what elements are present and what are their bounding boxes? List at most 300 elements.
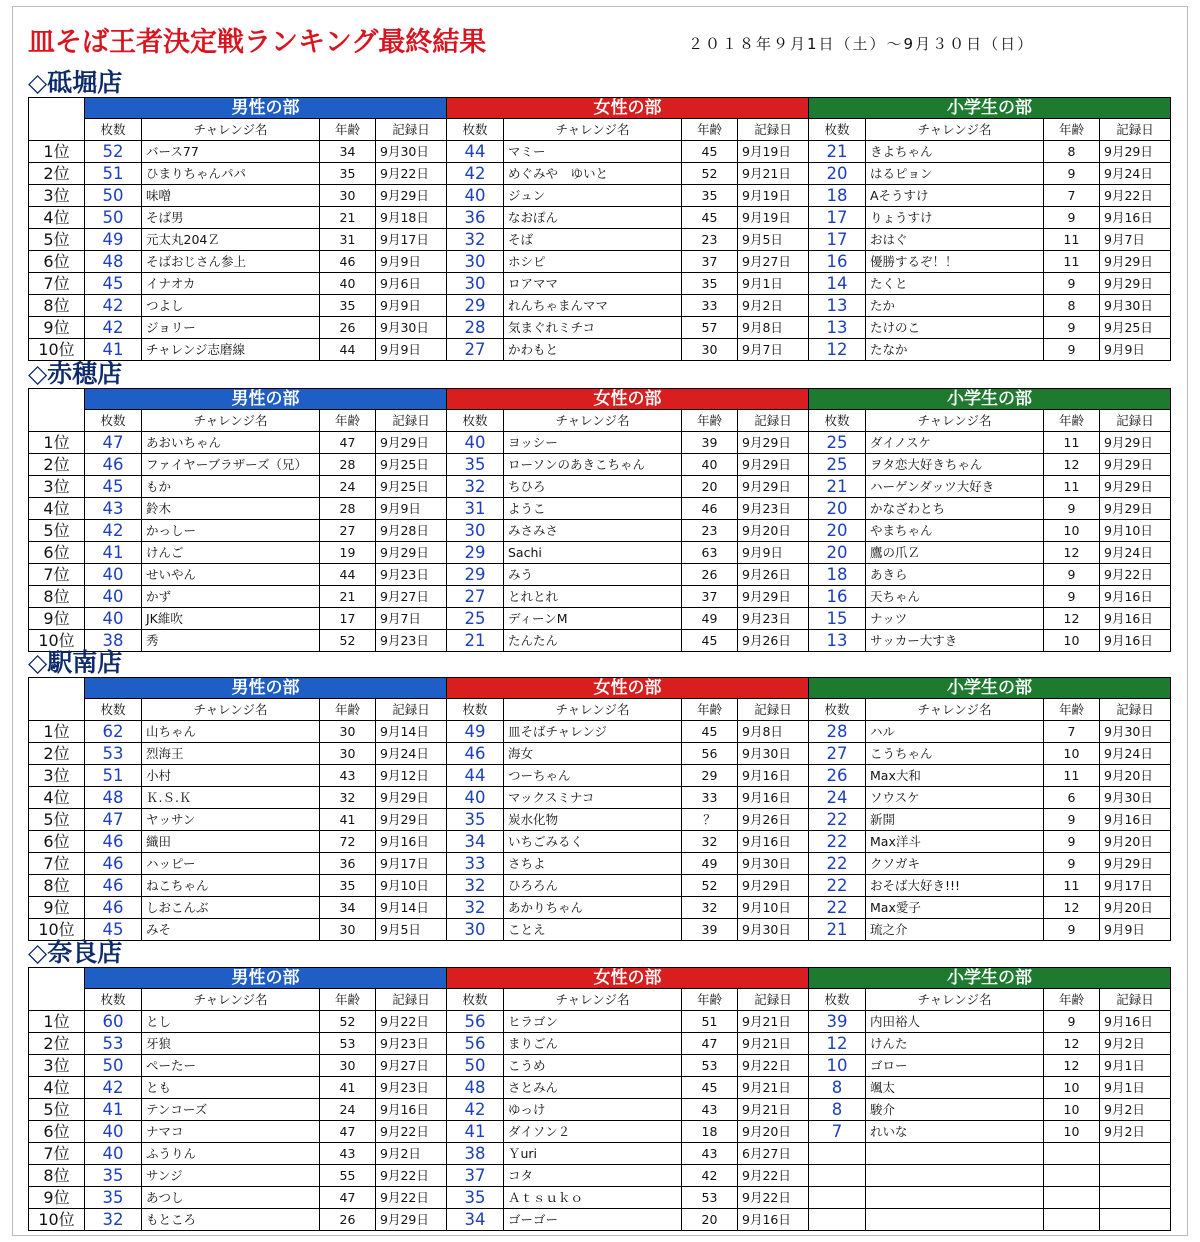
- men-age-cell: 43: [320, 1143, 376, 1165]
- column-header-name: チャレンジ名: [142, 989, 320, 1011]
- kids-date-cell: 9月25日: [1100, 317, 1171, 339]
- men-count-cell: 60: [85, 1011, 142, 1033]
- men-count-cell: 45: [85, 919, 142, 941]
- column-header-age: 年齢: [682, 989, 738, 1011]
- ranking-table: [28, 388, 1171, 652]
- men-date-cell: 9月12日: [376, 765, 447, 787]
- rank-label: 2位: [29, 163, 85, 185]
- column-header-name: チャレンジ名: [504, 410, 682, 432]
- women-date-cell: 9月8日: [738, 721, 809, 743]
- kids-age-cell: 11: [1044, 432, 1100, 454]
- women-date-cell: 9月29日: [738, 454, 809, 476]
- women-age-cell: 45: [682, 141, 738, 163]
- women-date-cell: 9月26日: [738, 809, 809, 831]
- rank-label: 1位: [29, 432, 85, 454]
- women-name-cell: ヨッシー: [504, 432, 682, 454]
- rank-label: 3位: [29, 185, 85, 207]
- kids-name-cell: 駿介: [866, 1099, 1044, 1121]
- men-date-cell: 9月29日: [376, 1209, 447, 1231]
- women-count-cell: 29: [447, 295, 504, 317]
- kids-name-cell: クソガキ: [866, 853, 1044, 875]
- table-row: [29, 317, 1171, 339]
- table-row: [29, 809, 1171, 831]
- men-name-cell: もか: [142, 476, 320, 498]
- men-date-cell: 9月28日: [376, 520, 447, 542]
- column-header-name: チャレンジ名: [504, 989, 682, 1011]
- kids-date-cell: 9月16日: [1100, 207, 1171, 229]
- men-count-cell: 45: [85, 476, 142, 498]
- women-name-cell: ホシピ: [504, 251, 682, 273]
- women-name-cell: みさみさ: [504, 520, 682, 542]
- women-name-cell: いちごみるく: [504, 831, 682, 853]
- men-count-cell: 40: [85, 586, 142, 608]
- column-header-count: 枚数: [85, 699, 142, 721]
- men-age-cell: 46: [320, 251, 376, 273]
- women-date-cell: 9月21日: [738, 1077, 809, 1099]
- kids-name-cell: Max愛子: [866, 897, 1044, 919]
- women-date-cell: 9月19日: [738, 185, 809, 207]
- table-row: [29, 630, 1171, 652]
- kids-age-cell: 9: [1044, 586, 1100, 608]
- men-date-cell: 9月29日: [376, 185, 447, 207]
- category-header-men: 男性の部: [85, 678, 447, 699]
- men-count-cell: 42: [85, 295, 142, 317]
- women-date-cell: 9月23日: [738, 498, 809, 520]
- column-header-age: 年齢: [1044, 699, 1100, 721]
- kids-age-cell: 12: [1044, 1055, 1100, 1077]
- women-name-cell: ロアママ: [504, 273, 682, 295]
- men-count-cell: 46: [85, 897, 142, 919]
- rank-label: 4位: [29, 498, 85, 520]
- men-age-cell: 44: [320, 564, 376, 586]
- men-age-cell: 35: [320, 163, 376, 185]
- men-name-cell: 鈴木: [142, 498, 320, 520]
- women-count-cell: 27: [447, 339, 504, 361]
- kids-name-cell: りょうすけ: [866, 207, 1044, 229]
- men-age-cell: 41: [320, 809, 376, 831]
- women-name-cell: ゆっけ: [504, 1099, 682, 1121]
- men-age-cell: 30: [320, 1055, 376, 1077]
- men-date-cell: 9月16日: [376, 1099, 447, 1121]
- rank-label: 3位: [29, 1055, 85, 1077]
- kids-count-cell: 16: [809, 251, 866, 273]
- table-row: [29, 1187, 1171, 1209]
- kids-date-cell: 9月29日: [1100, 454, 1171, 476]
- column-header-count: 枚数: [447, 699, 504, 721]
- men-age-cell: 30: [320, 743, 376, 765]
- kids-age-cell: 8: [1044, 295, 1100, 317]
- women-age-cell: 51: [682, 1011, 738, 1033]
- column-header-date: 記録日: [738, 989, 809, 1011]
- men-date-cell: 9月30日: [376, 317, 447, 339]
- kids-date-cell: 9月24日: [1100, 163, 1171, 185]
- kids-age-cell: 12: [1044, 542, 1100, 564]
- men-date-cell: 9月9日: [376, 251, 447, 273]
- women-count-cell: 29: [447, 542, 504, 564]
- women-name-cell: 皿そばチャレンジ: [504, 721, 682, 743]
- rank-label: 4位: [29, 787, 85, 809]
- kids-age-cell: 9: [1044, 809, 1100, 831]
- rank-header-blank: [29, 389, 85, 432]
- women-date-cell: 9月26日: [738, 630, 809, 652]
- women-name-cell: 炭水化物: [504, 809, 682, 831]
- men-date-cell: 9月29日: [376, 542, 447, 564]
- men-name-cell: あおいちゃん: [142, 432, 320, 454]
- women-date-cell: 9月1日: [738, 273, 809, 295]
- rank-label: 6位: [29, 251, 85, 273]
- men-name-cell: 烈海王: [142, 743, 320, 765]
- kids-count-cell: 39: [809, 1011, 866, 1033]
- women-age-cell: 43: [682, 1143, 738, 1165]
- women-count-cell: 44: [447, 765, 504, 787]
- table-row: [29, 1055, 1171, 1077]
- women-count-cell: 42: [447, 163, 504, 185]
- table-row: [29, 1099, 1171, 1121]
- men-name-cell: ナマコ: [142, 1121, 320, 1143]
- column-header-count: 枚数: [809, 119, 866, 141]
- men-date-cell: 9月24日: [376, 743, 447, 765]
- women-date-cell: 9月16日: [738, 831, 809, 853]
- kids-name-cell: [866, 1165, 1044, 1187]
- men-age-cell: 35: [320, 295, 376, 317]
- women-age-cell: ？: [682, 809, 738, 831]
- kids-date-cell: 9月2日: [1100, 1033, 1171, 1055]
- kids-name-cell: おはぐ: [866, 229, 1044, 251]
- men-name-cell: Ｋ.Ｓ.Ｋ: [142, 787, 320, 809]
- kids-count-cell: 27: [809, 743, 866, 765]
- ranking-table: [28, 97, 1171, 361]
- table-row: [29, 1011, 1171, 1033]
- rank-label: 3位: [29, 476, 85, 498]
- column-header-age: 年齢: [682, 119, 738, 141]
- kids-name-cell: サッカー大すき: [866, 630, 1044, 652]
- kids-count-cell: 22: [809, 875, 866, 897]
- table-row: [29, 207, 1171, 229]
- rank-label: 6位: [29, 542, 85, 564]
- men-age-cell: 52: [320, 1011, 376, 1033]
- kids-age-cell: 10: [1044, 1099, 1100, 1121]
- women-name-cell: ことえ: [504, 919, 682, 941]
- column-header-name: チャレンジ名: [504, 699, 682, 721]
- kids-date-cell: 9月16日: [1100, 809, 1171, 831]
- table-row: [29, 454, 1171, 476]
- women-age-cell: 39: [682, 432, 738, 454]
- men-age-cell: 47: [320, 1187, 376, 1209]
- kids-name-cell: たけのこ: [866, 317, 1044, 339]
- rank-label: 7位: [29, 273, 85, 295]
- kids-date-cell: [1100, 1209, 1171, 1231]
- table-row: [29, 875, 1171, 897]
- women-count-cell: 32: [447, 875, 504, 897]
- women-name-cell: ローソンのあきこちゃん: [504, 454, 682, 476]
- column-header-age: 年齢: [682, 699, 738, 721]
- kids-date-cell: [1100, 1165, 1171, 1187]
- men-age-cell: 53: [320, 1033, 376, 1055]
- men-name-cell: しおこんぶ: [142, 897, 320, 919]
- kids-age-cell: 11: [1044, 229, 1100, 251]
- kids-age-cell: 11: [1044, 251, 1100, 273]
- women-name-cell: マミー: [504, 141, 682, 163]
- column-header-name: チャレンジ名: [866, 410, 1044, 432]
- column-header-date: 記録日: [376, 119, 447, 141]
- women-age-cell: 23: [682, 229, 738, 251]
- men-date-cell: 9月22日: [376, 1011, 447, 1033]
- rank-label: 9位: [29, 1187, 85, 1209]
- table-row: [29, 586, 1171, 608]
- kids-name-cell: 内田裕人: [866, 1011, 1044, 1033]
- women-count-cell: 31: [447, 498, 504, 520]
- kids-count-cell: 21: [809, 476, 866, 498]
- ranking-table: [28, 677, 1171, 941]
- women-name-cell: たんたん: [504, 630, 682, 652]
- men-count-cell: 41: [85, 339, 142, 361]
- column-header-count: 枚数: [809, 410, 866, 432]
- kids-age-cell: 10: [1044, 630, 1100, 652]
- table-row: [29, 1033, 1171, 1055]
- men-name-cell: ひまりちゃんパパ: [142, 163, 320, 185]
- kids-name-cell: れいな: [866, 1121, 1044, 1143]
- women-age-cell: 47: [682, 1033, 738, 1055]
- kids-date-cell: 9月20日: [1100, 831, 1171, 853]
- category-header-kids: 小学生の部: [809, 98, 1171, 119]
- kids-name-cell: かなざわとち: [866, 498, 1044, 520]
- kids-count-cell: 12: [809, 339, 866, 361]
- men-date-cell: 9月6日: [376, 273, 447, 295]
- women-date-cell: 9月30日: [738, 743, 809, 765]
- kids-date-cell: 9月7日: [1100, 229, 1171, 251]
- kids-age-cell: 10: [1044, 520, 1100, 542]
- column-header-count: 枚数: [809, 699, 866, 721]
- men-date-cell: 9月7日: [376, 608, 447, 630]
- women-age-cell: 49: [682, 853, 738, 875]
- women-count-cell: 35: [447, 809, 504, 831]
- women-date-cell: 9月19日: [738, 207, 809, 229]
- kids-age-cell: [1044, 1209, 1100, 1231]
- column-header-name: チャレンジ名: [504, 119, 682, 141]
- women-name-cell: さちよ: [504, 853, 682, 875]
- kids-age-cell: [1044, 1143, 1100, 1165]
- women-age-cell: 35: [682, 273, 738, 295]
- men-date-cell: 9月25日: [376, 454, 447, 476]
- category-header-kids: 小学生の部: [809, 389, 1171, 410]
- kids-age-cell: 11: [1044, 765, 1100, 787]
- women-date-cell: 9月22日: [738, 1165, 809, 1187]
- men-age-cell: 24: [320, 476, 376, 498]
- men-age-cell: 30: [320, 185, 376, 207]
- kids-name-cell: はるピョン: [866, 163, 1044, 185]
- kids-count-cell: 17: [809, 229, 866, 251]
- column-header-age: 年齢: [320, 989, 376, 1011]
- store-name: ◇砥堀店: [28, 68, 123, 97]
- men-age-cell: 43: [320, 765, 376, 787]
- kids-count-cell: 8: [809, 1099, 866, 1121]
- kids-count-cell: 22: [809, 853, 866, 875]
- category-header-men: 男性の部: [85, 98, 447, 119]
- men-name-cell: かっしー: [142, 520, 320, 542]
- men-name-cell: 味噌: [142, 185, 320, 207]
- column-header-count: 枚数: [809, 989, 866, 1011]
- kids-date-cell: 9月29日: [1100, 476, 1171, 498]
- kids-count-cell: [809, 1143, 866, 1165]
- women-count-cell: 32: [447, 229, 504, 251]
- kids-name-cell: [866, 1143, 1044, 1165]
- men-name-cell: 元太丸204Ｚ: [142, 229, 320, 251]
- men-date-cell: 9月10日: [376, 875, 447, 897]
- men-name-cell: もところ: [142, 1209, 320, 1231]
- category-header-men: 男性の部: [85, 968, 447, 989]
- women-date-cell: 9月21日: [738, 1011, 809, 1033]
- men-age-cell: 21: [320, 586, 376, 608]
- men-age-cell: 47: [320, 432, 376, 454]
- women-date-cell: 9月22日: [738, 1055, 809, 1077]
- men-name-cell: サンジ: [142, 1165, 320, 1187]
- men-date-cell: 9月14日: [376, 721, 447, 743]
- kids-date-cell: 9月29日: [1100, 141, 1171, 163]
- women-age-cell: 33: [682, 295, 738, 317]
- women-age-cell: 35: [682, 185, 738, 207]
- men-count-cell: 50: [85, 185, 142, 207]
- men-count-cell: 51: [85, 163, 142, 185]
- kids-age-cell: 10: [1044, 1121, 1100, 1143]
- men-name-cell: せいやん: [142, 564, 320, 586]
- women-date-cell: 9月21日: [738, 1033, 809, 1055]
- table-row: [29, 476, 1171, 498]
- women-age-cell: 53: [682, 1055, 738, 1077]
- men-date-cell: 9月9日: [376, 295, 447, 317]
- men-count-cell: 47: [85, 432, 142, 454]
- men-count-cell: 46: [85, 853, 142, 875]
- kids-name-cell: ダイノスケ: [866, 432, 1044, 454]
- men-name-cell: みそ: [142, 919, 320, 941]
- men-age-cell: 30: [320, 721, 376, 743]
- men-name-cell: 織田: [142, 831, 320, 853]
- women-date-cell: 9月20日: [738, 1121, 809, 1143]
- women-name-cell: ひろろん: [504, 875, 682, 897]
- men-name-cell: テンコーズ: [142, 1099, 320, 1121]
- rank-header-blank: [29, 968, 85, 1011]
- women-date-cell: 9月16日: [738, 787, 809, 809]
- men-age-cell: 55: [320, 1165, 376, 1187]
- kids-count-cell: 25: [809, 454, 866, 476]
- men-date-cell: 9月27日: [376, 586, 447, 608]
- kids-count-cell: 22: [809, 831, 866, 853]
- men-count-cell: 48: [85, 251, 142, 273]
- men-age-cell: 32: [320, 787, 376, 809]
- kids-name-cell: 優勝するぞ！！: [866, 251, 1044, 273]
- kids-age-cell: 9: [1044, 207, 1100, 229]
- kids-name-cell: こうちゃん: [866, 743, 1044, 765]
- women-age-cell: 45: [682, 1077, 738, 1099]
- kids-name-cell: おそば大好き!!!: [866, 875, 1044, 897]
- rank-label: 7位: [29, 1143, 85, 1165]
- kids-age-cell: 12: [1044, 608, 1100, 630]
- kids-name-cell: ハル: [866, 721, 1044, 743]
- table-row: [29, 542, 1171, 564]
- women-count-cell: 42: [447, 1099, 504, 1121]
- women-age-cell: 45: [682, 721, 738, 743]
- kids-date-cell: 9月2日: [1100, 1121, 1171, 1143]
- kids-name-cell: けんた: [866, 1033, 1044, 1055]
- kids-name-cell: やまちゃん: [866, 520, 1044, 542]
- women-name-cell: ちひろ: [504, 476, 682, 498]
- kids-date-cell: 9月9日: [1100, 919, 1171, 941]
- women-name-cell: れんちゃまんママ: [504, 295, 682, 317]
- men-age-cell: 28: [320, 454, 376, 476]
- column-header-name: チャレンジ名: [866, 119, 1044, 141]
- men-name-cell: 秀: [142, 630, 320, 652]
- column-header-date: 記録日: [376, 699, 447, 721]
- women-date-cell: 9月29日: [738, 432, 809, 454]
- women-name-cell: めぐみや ゆいと: [504, 163, 682, 185]
- table-row: [29, 608, 1171, 630]
- kids-date-cell: 9月20日: [1100, 765, 1171, 787]
- women-name-cell: そば: [504, 229, 682, 251]
- men-name-cell: チャレンジ志磨線: [142, 339, 320, 361]
- men-name-cell: 小村: [142, 765, 320, 787]
- rank-label: 8位: [29, 295, 85, 317]
- men-name-cell: そば男: [142, 207, 320, 229]
- kids-age-cell: 9: [1044, 853, 1100, 875]
- column-header-count: 枚数: [447, 989, 504, 1011]
- kids-age-cell: 9: [1044, 831, 1100, 853]
- rank-label: 9位: [29, 897, 85, 919]
- women-name-cell: みう: [504, 564, 682, 586]
- kids-count-cell: 20: [809, 542, 866, 564]
- column-header-age: 年齢: [320, 410, 376, 432]
- category-header-women: 女性の部: [447, 968, 809, 989]
- kids-count-cell: 22: [809, 809, 866, 831]
- kids-name-cell: ヲタ恋大好きちゃん: [866, 454, 1044, 476]
- category-header-women: 女性の部: [447, 678, 809, 699]
- men-date-cell: 9月23日: [376, 630, 447, 652]
- rank-label: 8位: [29, 875, 85, 897]
- women-count-cell: 40: [447, 787, 504, 809]
- men-date-cell: 9月22日: [376, 1121, 447, 1143]
- men-name-cell: とし: [142, 1011, 320, 1033]
- men-date-cell: 9月25日: [376, 476, 447, 498]
- kids-date-cell: 9月1日: [1100, 1055, 1171, 1077]
- men-date-cell: 9月17日: [376, 229, 447, 251]
- kids-name-cell: ハーゲンダッツ大好き: [866, 476, 1044, 498]
- kids-age-cell: 7: [1044, 721, 1100, 743]
- kids-name-cell: ソウスケ: [866, 787, 1044, 809]
- men-name-cell: かず: [142, 586, 320, 608]
- men-count-cell: 38: [85, 630, 142, 652]
- column-header-age: 年齢: [682, 410, 738, 432]
- kids-age-cell: 12: [1044, 454, 1100, 476]
- kids-name-cell: Aそうすけ: [866, 185, 1044, 207]
- kids-name-cell: ゴロー: [866, 1055, 1044, 1077]
- kids-date-cell: 9月10日: [1100, 520, 1171, 542]
- category-header-kids: 小学生の部: [809, 968, 1171, 989]
- kids-date-cell: [1100, 1187, 1171, 1209]
- women-count-cell: 49: [447, 721, 504, 743]
- table-row: [29, 185, 1171, 207]
- kids-date-cell: 9月29日: [1100, 498, 1171, 520]
- kids-age-cell: 12: [1044, 1033, 1100, 1055]
- women-date-cell: 6月27日: [738, 1143, 809, 1165]
- rank-label: 8位: [29, 1165, 85, 1187]
- kids-name-cell: 天ちゃん: [866, 586, 1044, 608]
- women-date-cell: 9月29日: [738, 476, 809, 498]
- kids-count-cell: 14: [809, 273, 866, 295]
- kids-age-cell: 9: [1044, 317, 1100, 339]
- women-name-cell: あかりちゃん: [504, 897, 682, 919]
- category-header-men: 男性の部: [85, 389, 447, 410]
- kids-count-cell: 7: [809, 1121, 866, 1143]
- women-count-cell: 32: [447, 476, 504, 498]
- column-header-name: チャレンジ名: [142, 699, 320, 721]
